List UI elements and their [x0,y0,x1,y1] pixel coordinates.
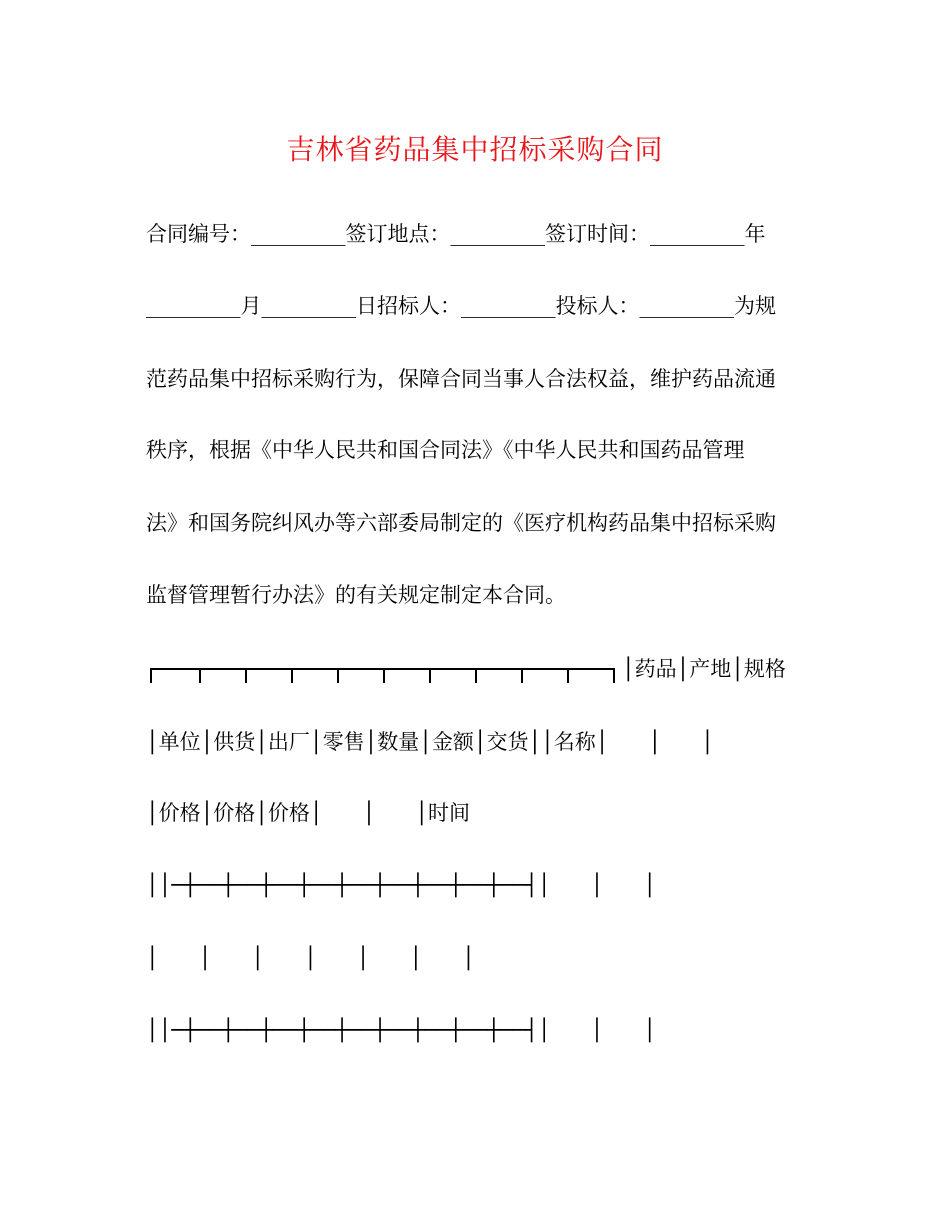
table-empty-row: │ │ │ │ │ │ │ [146,946,475,970]
table-divider-row: ││─┼──┼──┼──┼──┼──┼──┼──┼──┼──┤│ │ │ [146,1018,656,1042]
table-rule-tick [291,668,293,683]
table-rule-tick [245,668,247,683]
table-header-row2: │单位│供货│出厂│零售│数量│金额│交货││名称│ │ │ [146,730,714,754]
table-divider-row: ││─┼──┼──┼──┼──┼──┼──┼──┼──┼──┤│ │ │ [146,873,656,897]
table-rule-tick [150,668,152,683]
table-rule-tick [475,668,477,683]
table-header-row1: │药品│产地│规格 [622,657,786,681]
table-rule-tick [199,668,201,683]
paragraph-line-1: 合同编号：_________签订地点：_________签订时间：_________年 [146,222,766,246]
paragraph-line-2: _________月_________日招标人：_________投标人：_________为规 [146,294,776,318]
table-header-row3: │价格│价格│价格│ │ │时间 [146,801,470,825]
table-rule-tick [567,668,569,683]
table-rule-tick [429,668,431,683]
table-rule-tick [613,668,615,683]
paragraph-line-3: 范药品集中招标采购行为，保障合同当事人合法权益，维护药品流通 [146,367,776,391]
paragraph-line-4: 秩序，根据《中华人民共和国合同法》《中华人民共和国药品管理 [146,438,745,462]
table-rule-tick [337,668,339,683]
table-rule-tick [383,668,385,683]
document-title: 吉林省药品集中招标采购合同 [286,133,664,166]
paragraph-line-5: 法》和国务院纠风办等六部委局制定的《医疗机构药品集中招标采购 [146,511,776,535]
table-rule-tick [521,668,523,683]
paragraph-line-6: 监督管理暂行办法》的有关规定制定本合同。 [146,583,566,607]
